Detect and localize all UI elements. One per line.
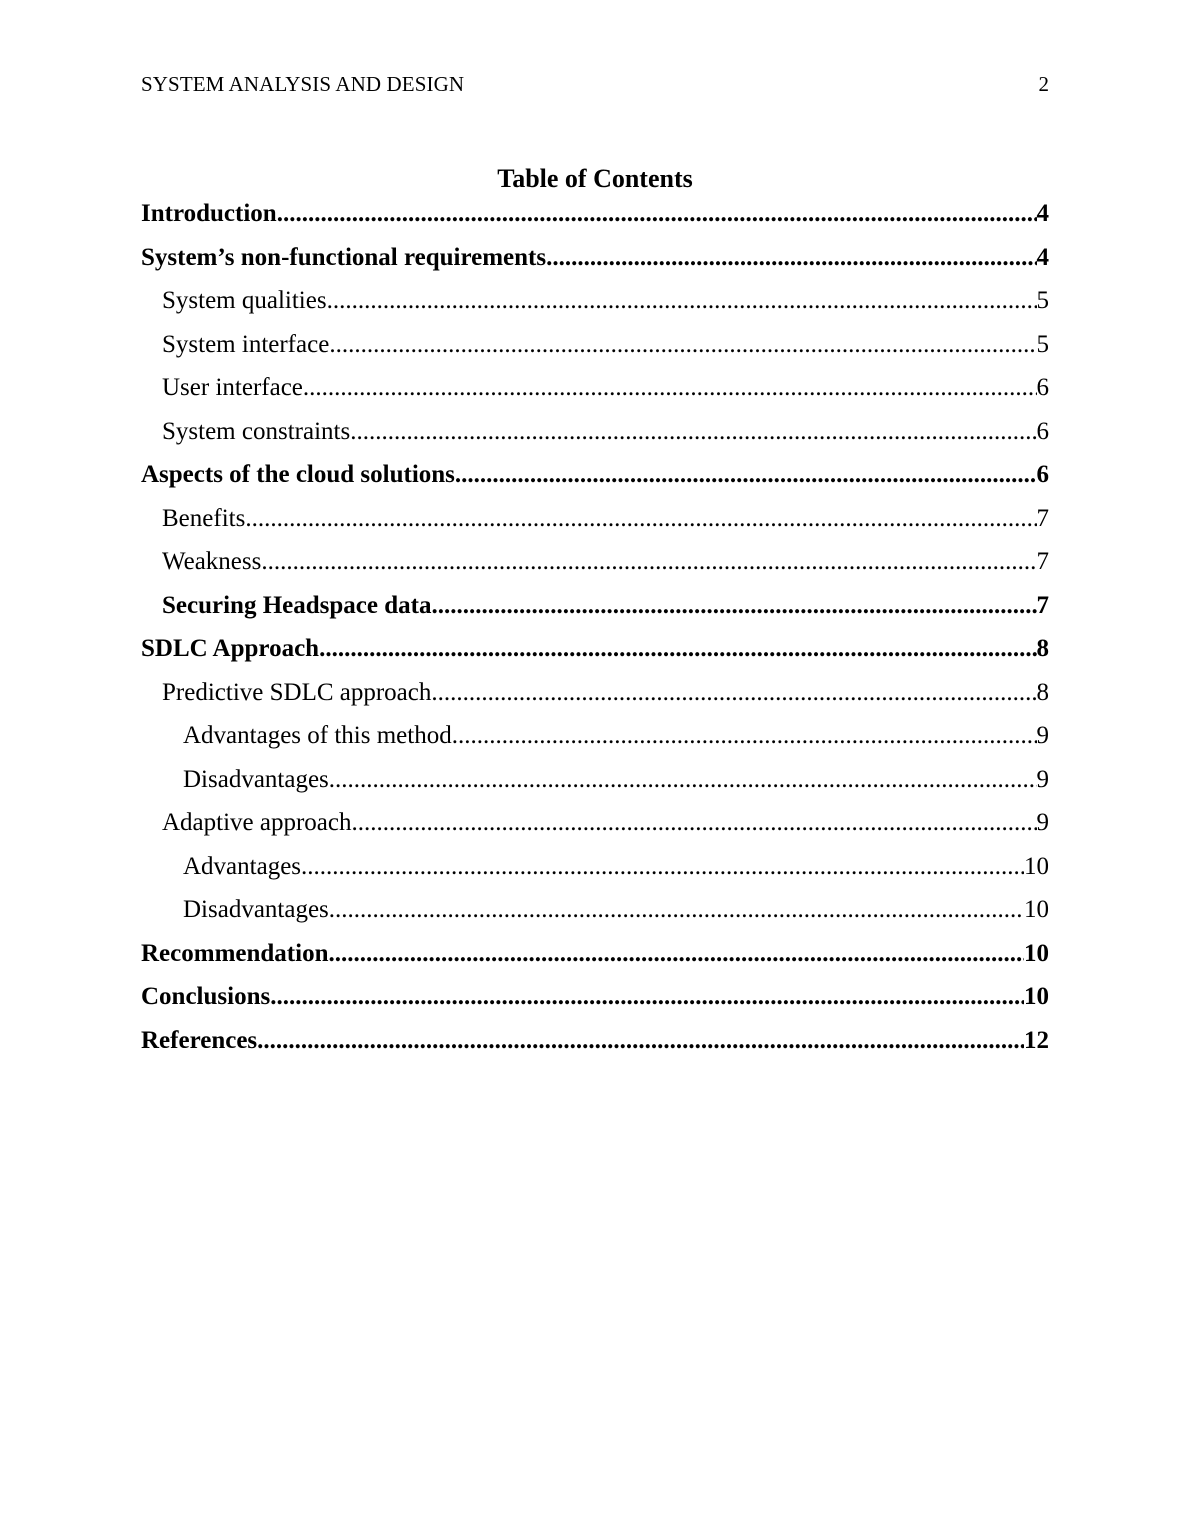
toc-entry-page: 8 [1036,635,1049,662]
toc-entry-page: 8 [1036,678,1049,706]
toc-dot-leader [546,240,1036,276]
toc-dot-leader [327,283,1037,319]
toc-entry-page: 10 [1024,852,1049,880]
toc-entry-page: 4 [1036,243,1049,271]
toc-entry-text: System interface [162,330,330,358]
toc-entry[interactable] [141,631,1049,675]
toc-dot-leader [261,544,1036,580]
toc-dot-leader [431,588,1036,624]
toc-entry[interactable] [141,457,1049,501]
toc-dot-leader [455,457,1037,493]
toc-entry-text: Adaptive approach [162,809,352,836]
toc-entry-text: SDLC Approach [141,635,320,662]
toc-entry[interactable] [141,1023,1049,1067]
toc-entry[interactable] [141,718,1049,762]
toc-dot-leader [277,196,1037,232]
toc-entry[interactable] [141,196,1049,240]
running-head: SYSTEM ANALYSIS AND DESIGN [141,72,465,96]
toc-entry-page: 9 [1036,809,1049,836]
toc-entry-text: Benefits [162,504,246,532]
toc-dot-leader [431,675,1036,711]
toc-entry-page: 10 [1024,983,1049,1010]
toc-entry[interactable] [141,936,1049,980]
toc-entry[interactable] [141,892,1049,936]
toc-entry[interactable] [141,544,1049,588]
toc-entry-text: Recommendation [141,939,329,967]
toc-dot-leader [328,936,1024,972]
toc-entry-page: 9 [1036,722,1049,749]
toc-entry-text: Predictive SDLC approach [162,678,432,706]
toc-entry-page: 6 [1036,417,1049,445]
toc-entry[interactable] [141,979,1049,1023]
toc-entry-text: Introduction [141,200,277,227]
toc-dot-leader [329,892,1024,928]
toc-dot-leader [270,979,1024,1015]
toc-entry-page: 12 [1024,1026,1049,1054]
toc-entry-text: Advantages of this method [183,722,452,749]
toc-dot-leader [319,631,1036,667]
toc-entry-page: 5 [1036,287,1049,314]
page-header [141,70,1049,98]
toc-dot-leader [301,849,1024,885]
toc-entry[interactable] [141,501,1049,545]
toc-title: Table of Contents [497,164,693,193]
toc-dot-leader [329,762,1037,798]
toc-entry[interactable] [141,675,1049,719]
toc-entry[interactable] [141,240,1049,284]
toc-entry-text: Conclusions [141,983,271,1010]
toc-entry[interactable] [141,762,1049,806]
toc-entry-text: User interface [162,374,303,401]
toc-entry[interactable] [141,283,1049,327]
toc-entry-text: System qualities [162,287,327,314]
toc-entry-text: Disadvantages [183,765,329,793]
toc-entry-text: Advantages [183,852,302,880]
toc-dot-leader [350,414,1036,450]
toc-dot-leader [245,501,1036,537]
toc-dot-leader [329,327,1036,363]
toc-entry[interactable] [141,414,1049,458]
toc-entry-text: System’s non-functional requirements [141,243,547,271]
toc-entry-page: 10 [1024,939,1049,967]
toc-entry-text: Aspects of the cloud solutions [141,461,455,488]
toc-entry-page: 6 [1036,374,1049,401]
toc-dot-leader [303,370,1037,406]
toc-entry-page: 10 [1024,896,1049,923]
toc-entry-text: Weakness [162,548,262,575]
toc-entry-page: 7 [1036,548,1049,575]
toc-entry-page: 5 [1036,330,1049,358]
toc-entry[interactable] [141,327,1049,371]
toc-entry-text: System constraints [162,417,351,445]
toc-entry[interactable] [141,849,1049,893]
toc-entry[interactable] [141,588,1049,632]
toc-entry-page: 7 [1036,591,1049,619]
toc-entry-text: References [141,1026,258,1054]
toc-entry[interactable] [141,370,1049,414]
toc-entry-page: 4 [1036,200,1049,227]
toc-entry-page: 6 [1036,461,1049,488]
toc-entry-page: 9 [1036,765,1049,793]
toc-entry-text: Disadvantages [183,896,329,923]
toc-dot-leader [352,805,1037,841]
page-number: 2 [1038,72,1049,96]
toc-entry-text: Securing Headspace data [162,591,432,619]
toc-entry-page: 7 [1036,504,1049,532]
toc-dot-leader [257,1023,1024,1059]
table-of-contents [141,196,1049,1066]
toc-entry[interactable] [141,805,1049,849]
toc-dot-leader [452,718,1037,754]
